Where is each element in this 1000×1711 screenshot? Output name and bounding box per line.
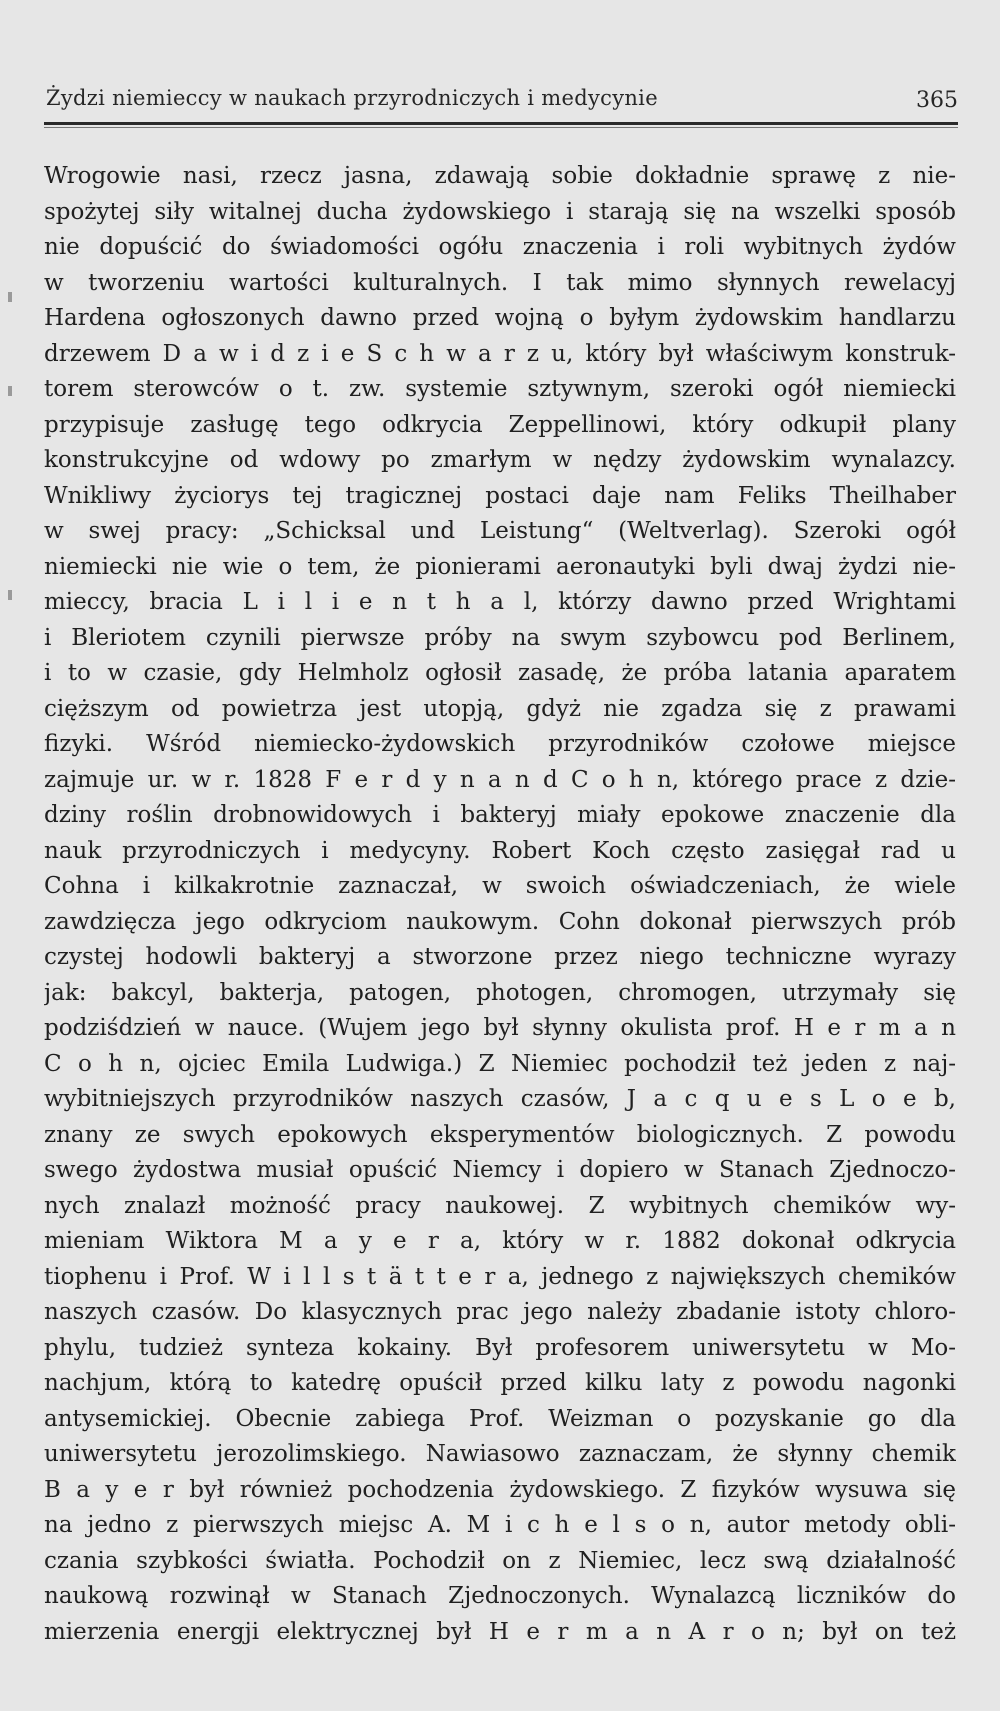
body-text <box>44 159 956 1650</box>
text-line: mierzenia energji elektrycznej był H e r m a n A r o n; był on też <box>44 1618 956 1645</box>
text-line: antysemickiej. Obecnie zabiega Prof. Weizman o pozyskanie go dla <box>44 1405 956 1432</box>
text-line: zawdzięcza jego odkryciom naukowym. Cohn dokonał pierwszych prób <box>44 908 956 935</box>
text-line: mieccy, bracia L i l i e n t h a l, którzy dawno przed Wrightami <box>44 589 956 615</box>
text-line: konstrukcyjne od wdowy po zmarłym w nędzy żydowskim wynalazcy. <box>44 447 956 473</box>
margin-mark <box>8 292 12 302</box>
text-line: na jedno z pierwszych miejsc A. M i c h e l s o n, autor metody obli- <box>44 1512 956 1538</box>
text-line: uniwersytetu jerozolimskiego. Nawiasowo zaznaczam, że słynny chemik <box>44 1441 956 1467</box>
running-header <box>46 86 958 120</box>
text-line: zajmuje ur. w r. 1828 F e r d y n a n d C o h n, którego prace z dzie- <box>44 766 956 793</box>
margin-mark <box>8 590 12 600</box>
text-line: drzewem D a w i d z i e S c h w a r z u, który był właściwym konstruk- <box>44 340 956 367</box>
text-line: znany ze swych epokowych eksperymentów biologicznych. Z powodu <box>44 1121 956 1148</box>
text-line: Wrogowie nasi, rzecz jasna, zdawają sobie dokładnie sprawę z nie- <box>44 163 956 189</box>
text-line: w tworzeniu wartości kulturalnych. I tak mimo słynnych rewelacyj <box>44 269 956 296</box>
margin-mark <box>8 386 12 396</box>
text-line: i Bleriotem czynili pierwsze próby na swym szybowcu pod Berlinem, <box>44 624 956 651</box>
text-line: swego żydostwa musiał opuścić Niemcy i dopiero w Stanach Zjednoczo- <box>44 1157 956 1183</box>
header-rule-thin <box>44 127 958 128</box>
text-line: naszych czasów. Do klasycznych prac jego należy zbadanie istoty chloro- <box>44 1299 956 1325</box>
text-line: spożytej siły witalnej ducha żydowskiego i starają się na wszelki sposób <box>44 198 956 225</box>
text-line: torem sterowców o t. zw. systemie sztywnym, szeroki ogół niemiecki <box>44 376 956 402</box>
text-line: tiophenu i Prof. W i l l s t ä t t e r a, jednego z największych chemików <box>44 1263 956 1290</box>
text-line: podziśdzień w nauce. (Wujem jego był słynny okulista prof. H e r m a n <box>44 1015 956 1041</box>
text-line: nych znalazł możność pracy naukowej. Z wybitnych chemików wy- <box>44 1192 956 1219</box>
text-line: niemiecki nie wie o tem, że pionierami aeronautyki byli dwaj żydzi nie- <box>44 553 956 580</box>
text-line: nachjum, którą to katedrę opuścił przed kilku laty z powodu nagonki <box>44 1370 956 1396</box>
text-line: czystej hodowli bakteryj a stworzone przez niego techniczne wyrazy <box>44 944 956 970</box>
running-title: Żydzi niemieccy w naukach przyrodniczych i medycynie <box>46 86 658 110</box>
text-line: Wnikliwy życiorys tej tragicznej postaci daje nam Feliks Theilhaber <box>44 482 956 509</box>
text-line: dziny roślin drobnowidowych i bakteryj miały epokowe znaczenie dla <box>44 802 956 828</box>
text-line: mieniam Wiktora M a y e r a, który w r. 1882 dokonał odkrycia <box>44 1228 956 1254</box>
text-line: jak: bakcyl, bakterja, patogen, photogen, chromogen, utrzymały się <box>44 979 956 1006</box>
text-line: Cohna i kilkakrotnie zaznaczał, w swoich oświadczeniach, że wiele <box>44 873 956 899</box>
text-line: wybitniejszych przyrodników naszych czasów, J a c q u e s L o e b, <box>44 1086 956 1112</box>
text-line: B a y e r był również pochodzenia żydowskiego. Z fizyków wysuwa się <box>44 1476 956 1503</box>
text-line: fizyki. Wśród niemiecko-żydowskich przyrodników czołowe miejsce <box>44 731 956 757</box>
text-line: naukową rozwinął w Stanach Zjednoczonych. Wynalazcą liczników do <box>44 1583 956 1609</box>
page-number: 365 <box>916 88 958 113</box>
text-line: C o h n, ojciec Emila Ludwiga.) Z Niemiec pochodził też jeden z naj- <box>44 1050 956 1077</box>
text-line: nauk przyrodniczych i medycyny. Robert Koch często zasięgał rad u <box>44 837 956 864</box>
header-rule <box>44 122 958 125</box>
text-line: cięższym od powietrza jest utopją, gdyż nie zgadza się z prawami <box>44 695 956 722</box>
text-line: nie dopuścić do świadomości ogółu znaczenia i roli wybitnych żydów <box>44 234 956 260</box>
text-line: przypisuje zasługę tego odkrycia Zeppellinowi, który odkupił plany <box>44 411 956 438</box>
text-line: w swej pracy: „Schicksal und Leistung“ (Weltverlag). Szeroki ogół <box>44 518 956 544</box>
text-line: i to w czasie, gdy Helmholz ogłosił zasadę, że próba latania aparatem <box>44 660 956 686</box>
text-line: czania szybkości światła. Pochodził on z Niemiec, lecz swą działalność <box>44 1547 956 1574</box>
text-line: phylu, tudzież synteza kokainy. Był profesorem uniwersytetu w Mo- <box>44 1334 956 1361</box>
text-line: Hardena ogłoszonych dawno przed wojną o byłym żydowskim handlarzu <box>44 305 956 331</box>
